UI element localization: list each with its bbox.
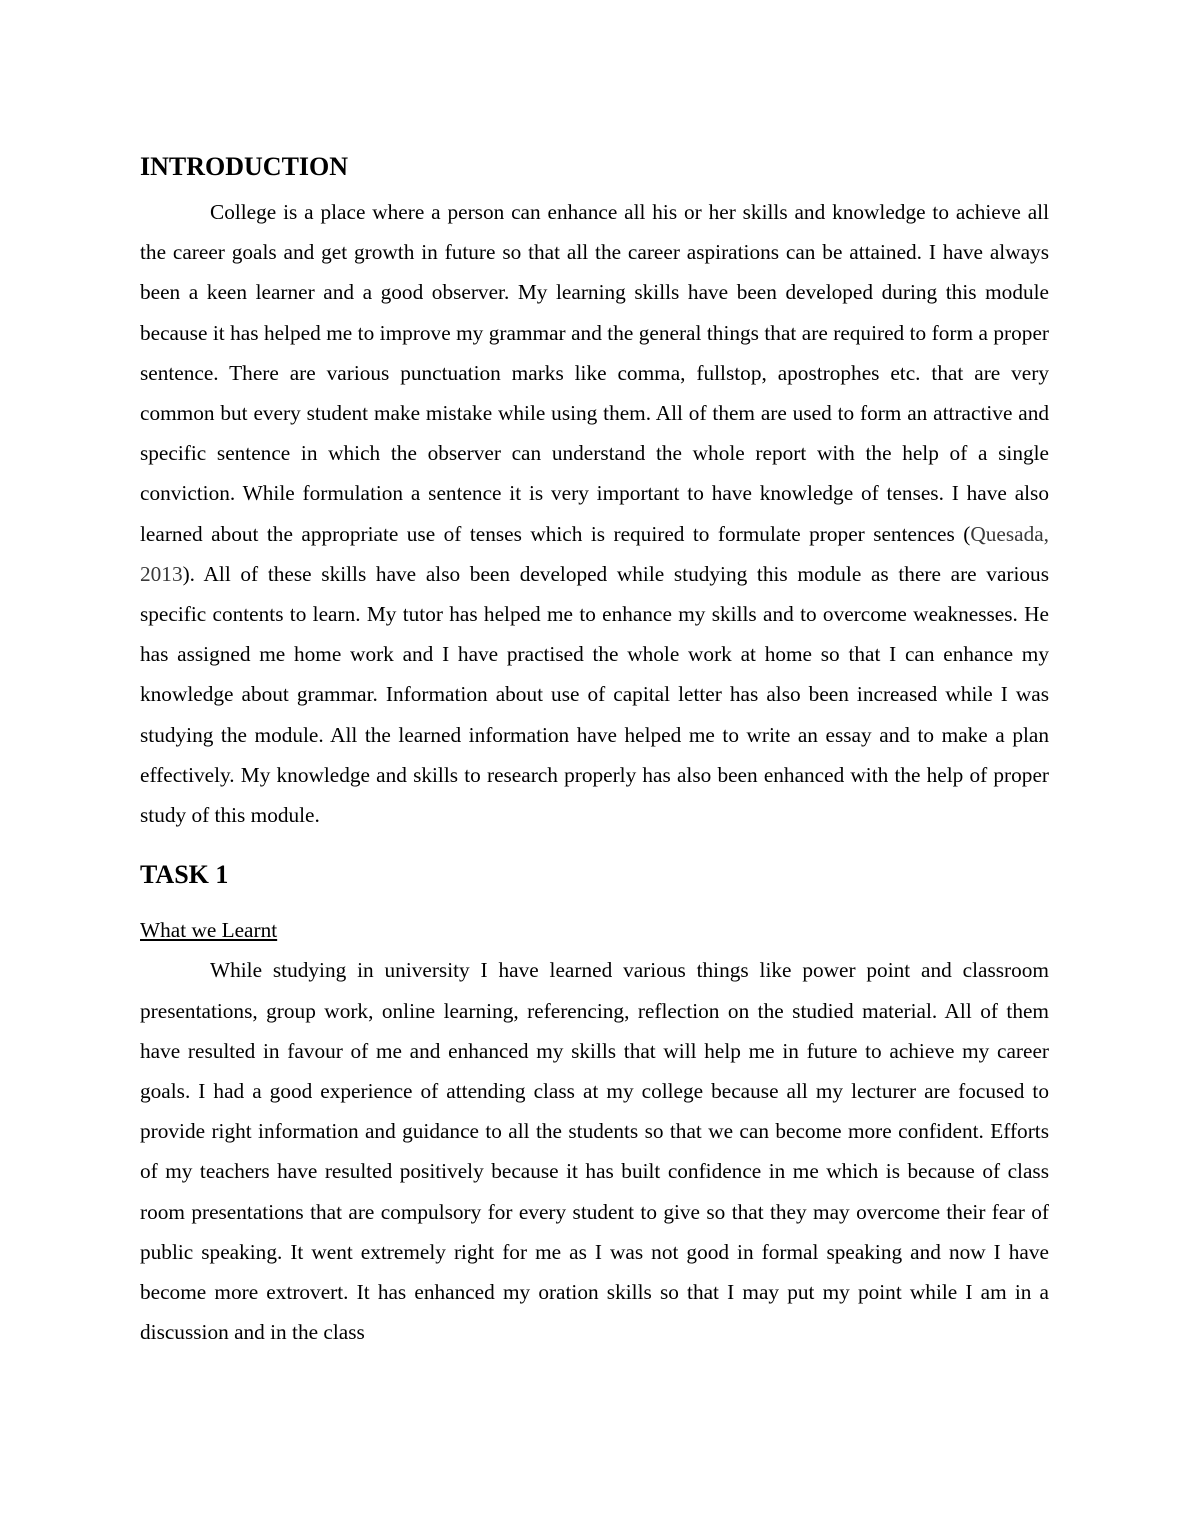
task1-heading: TASK 1 xyxy=(140,860,229,890)
introduction-paragraph xyxy=(140,192,1049,835)
task1-subheading xyxy=(140,910,1049,950)
task1-paragraph: While studying in university I have learned various things like power point and classroom presentations, group work, online learning, referencing, reflection on the studied material. All of them have resulted in favour of me and enhanced my skills that will help me in future to achieve my career goals. I had a good experience of attending class at my college because all my lecturer are focused to provide right information and guidance to all the students so that we can become more confident. Efforts of my teachers have resulted positively because it has built confidence in me which is because of class room presentations that are compulsory for every student to give so that they may overcome their fear of public speaking. It went extremely right for me as I was not good in formal speaking and now I have become more extrovert. It has enhanced my oration skills so that I may put my point while I am in a discussion and in the class xyxy=(140,958,1049,1345)
introduction-text-part1: College is a place where a person can enhance all his or her skills and knowledge to achieve all the career goals and get growth in future so that all the career aspirations can be attained. I have always been a keen learner and a good observer. My learning skills have been developed during this module because it has helped me to improve my grammar and the general things that are required to form a proper sentence. There are various punctuation marks like comma, fullstop, apostrophes etc. that are very common but every student make mistake while using them. All of them are used to form an attractive and specific sentence in which the observer can understand the whole report with the help of a single conviction. While formulation a sentence it is very important to have knowledge of tenses. I have also learned about the appropriate use of tenses which is required to formulate proper sentences ( xyxy=(140,200,1049,546)
introduction-text-part2: ). All of these skills have also been developed while studying this module as there are various specific contents to learn. My tutor has helped me to enhance my skills and to overcome weaknesses. He has assigned me home work and I have practised the whole work at home so that I can enhance my knowledge about grammar. Information about use of capital letter has also been increased while I was studying the module. All the learned information have helped me to write an essay and to make a plan effectively. My knowledge and skills to research properly has also been enhanced with the help of proper study of this module. xyxy=(140,561,1049,828)
task1-subheading-text: What we Learnt xyxy=(140,918,278,943)
document-page xyxy=(140,148,1049,1352)
introduction-heading: INTRODUCTION xyxy=(140,152,349,181)
citation-quesada: Quesada, 2013 xyxy=(140,521,1049,586)
